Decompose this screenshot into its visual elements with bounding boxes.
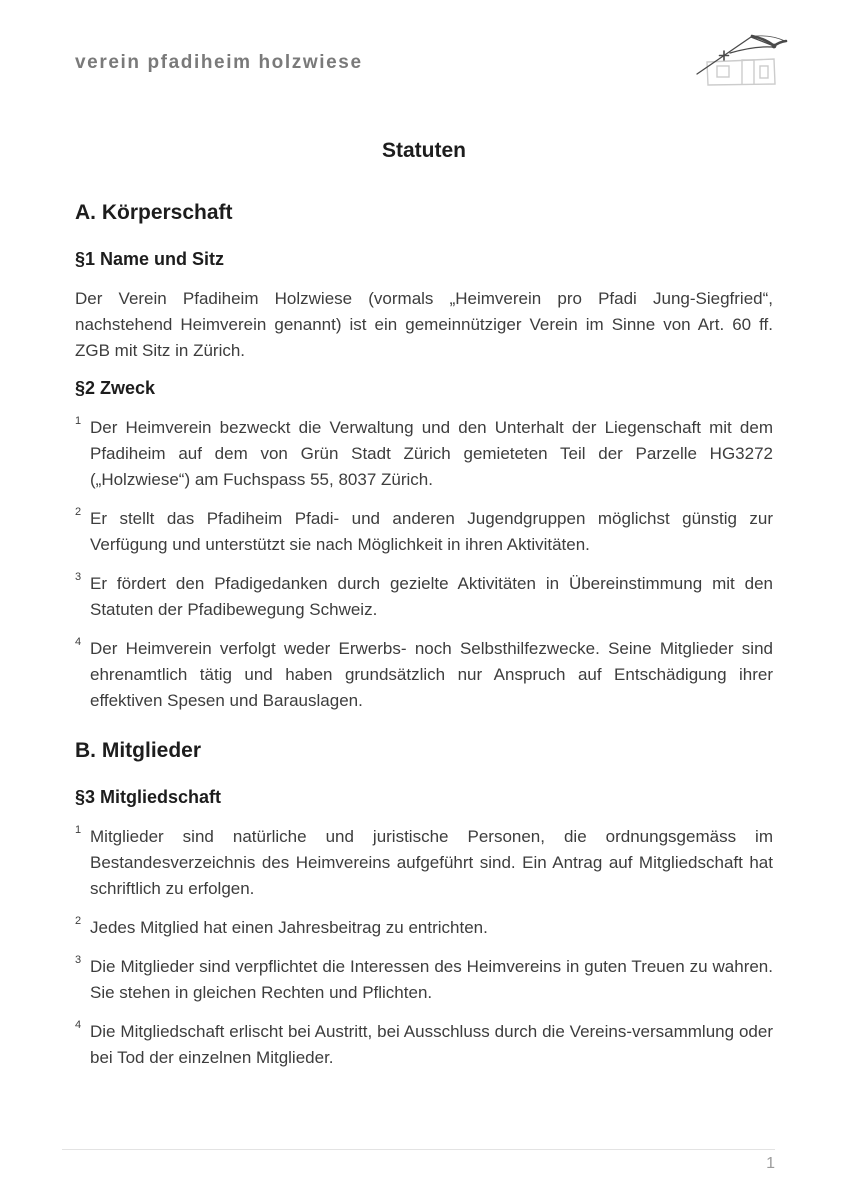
paragraph [75, 636, 773, 714]
article-heading-mitgliedschaft: §3 Mitgliedschaft [75, 787, 222, 807]
document-title: Statuten [382, 139, 466, 162]
paragraph-number: 3 [75, 954, 82, 966]
pfadiheim-logo [694, 27, 790, 89]
paragraph-text: Der Heimverein bezweckt die Verwaltung und den Unterhalt der Liegenschaft mit dem Pfadiheim auf dem von Grün Stadt Zürich gemieteten Teil der Parzelle HG3272 („Holzwiese“) am Fuchspass 55, 8037 Zürich. [90, 418, 773, 489]
paragraph [75, 286, 773, 364]
paragraph [75, 824, 773, 902]
paragraph-text: Der Heimverein verfolgt weder Erwerbs- noch Selbsthilfezwecke. Seine Mitglieder sind ehrenamtlich tätig und haben grundsätzlich nur Anspruch auf Entschädigung ihrer effektiven Spesen und Barauslagen. [90, 639, 773, 710]
paragraph-number: 2 [75, 915, 82, 927]
article-heading-zweck: §2 Zweck [75, 378, 156, 398]
paragraph-text: Die Mitglieder sind verpflichtet die Interessen des Heimvereins in guten Treuen zu wahren. Sie stehen in gleichen Rechten und Pflichten. [90, 957, 773, 1002]
section-heading-koerperschaft: A. Körperschaft [75, 201, 233, 224]
paragraph-text: Er stellt das Pfadiheim Pfadi- und anderen Jugendgruppen möglichst günstig zur Verfügung und unterstützt sie nach Möglichkeit in ihren Aktivitäten. [90, 509, 773, 554]
paragraph-number: 3 [75, 571, 82, 583]
paragraph-number: 4 [75, 1019, 82, 1031]
page-number: 1 [766, 1155, 775, 1172]
article-heading-name-und-sitz: §1 Name und Sitz [75, 249, 225, 269]
paragraph-number: 1 [75, 824, 82, 836]
paragraph [75, 1019, 773, 1071]
paragraph [75, 954, 773, 1006]
paragraph-text: Jedes Mitglied hat einen Jahresbeitrag zu entrichten. [90, 918, 488, 937]
paragraph-text: Der Verein Pfadiheim Holzwiese (vormals „Heimverein pro Pfadi Jung-Siegfried“, nachstehend Heimverein genannt) ist ein gemeinnütziger Verein im Sinne von Art. 60 ff. ZGB mit Sitz in Zürich. [75, 289, 773, 360]
document-body [75, 138, 773, 1084]
section-heading-mitglieder: B. Mitglieder [75, 739, 202, 762]
paragraph-text: Mitglieder sind natürliche und juristische Personen, die ordnungsgemäss im Bestandesverzeichnis des Heimvereins aufgeführt sind. Ein Antrag auf Mitgliedschaft hat schriftlich zu erfolgen. [90, 827, 773, 898]
paragraph-number: 2 [75, 506, 82, 518]
paragraph-text: Er fördert den Pfadigedanken durch gezielte Aktivitäten in Übereinstimmung mit den Statuten der Pfadibewegung Schweiz. [90, 574, 773, 619]
house-bird-logo-icon [694, 27, 790, 89]
paragraph-number: 4 [75, 636, 82, 648]
paragraph [75, 571, 773, 623]
paragraph [75, 915, 773, 941]
paragraph-text: Die Mitgliedschaft erlischt bei Austritt, bei Ausschluss durch die Vereins-versammlung oder bei Tod der einzelnen Mitglieder. [90, 1022, 773, 1067]
paragraph [75, 506, 773, 558]
page-footer [62, 1149, 775, 1173]
organization-name: verein pfadiheim holzwiese [75, 52, 363, 73]
paragraph-number: 1 [75, 415, 82, 427]
paragraph [75, 415, 773, 493]
